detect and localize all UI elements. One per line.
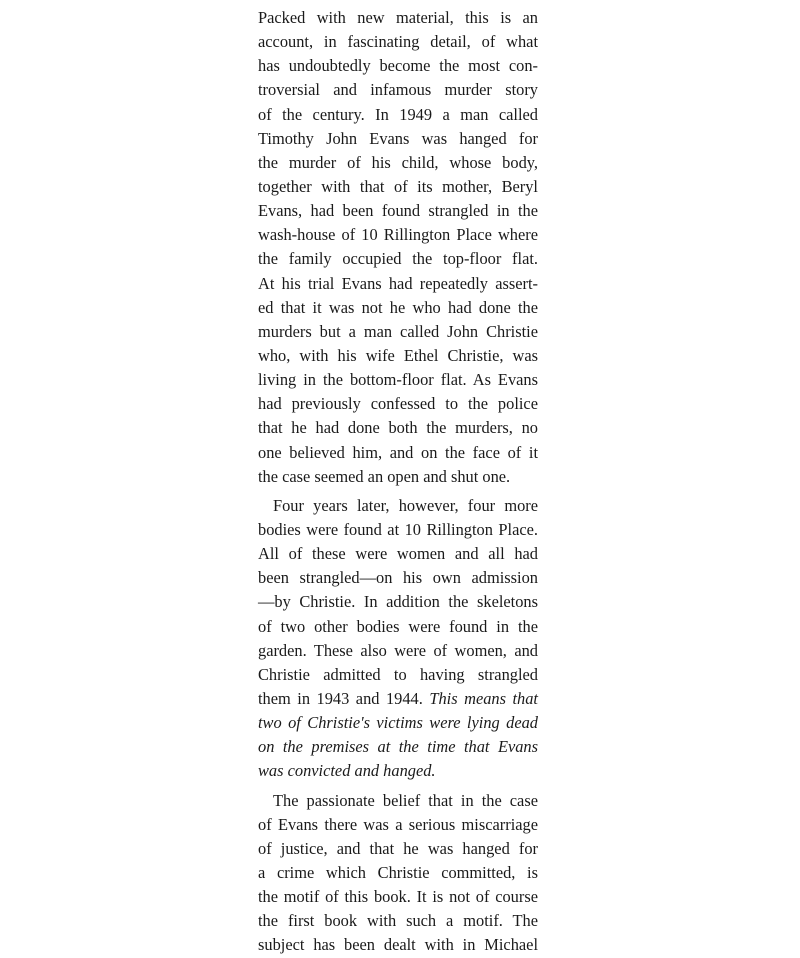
text-line: All of these were women and all had	[258, 544, 538, 564]
emphasis-text: This means that	[429, 688, 538, 708]
text-line: subject has been dealt with in Michael	[258, 935, 538, 955]
text-line: Evans, had been found strangled in the	[258, 201, 538, 221]
text-line: account, in fascinating detail, of what	[258, 32, 538, 52]
text-line: troversial and infamous murder story	[258, 80, 538, 100]
text-line: the case seemed an open and shut one.	[258, 466, 511, 486]
paragraph-1	[258, 6, 538, 489]
text-line: Timothy John Evans was hanged for	[258, 128, 538, 148]
text-line: of two other bodies were found in the	[258, 616, 538, 636]
text-line: has undoubtedly become the most con-	[258, 56, 538, 76]
text-line: of the century. In 1949 a man called	[258, 104, 538, 124]
text-line: been strangled—on his own admission	[258, 568, 538, 588]
text-line: ed that it was not he who had done the	[258, 297, 538, 317]
text-line: wash-house of 10 Rillington Place where	[258, 225, 538, 245]
text-line: a crime which Christie committed, is	[258, 862, 538, 882]
text-line: who, with his wife Ethel Christie, was	[258, 345, 538, 365]
text-line: bodies were found at 10 Rillington Place.	[258, 519, 538, 539]
text-line: together with that of its mother, Beryl	[258, 176, 538, 196]
text-column	[258, 6, 538, 957]
text-line: of Evans there was a serious miscarriage	[258, 814, 538, 834]
text-line: one believed him, and on the face of it	[258, 442, 538, 462]
text-line: the motif of this book. It is not of course	[258, 887, 538, 907]
text-line: garden. These also were of women, and	[258, 640, 538, 660]
emphasis-line: two of Christie's victims were lying dead	[258, 713, 538, 733]
text-line: that he had done both the murders, no	[258, 418, 538, 438]
text-line: At his trial Evans had repeatedly assert-	[258, 273, 538, 293]
emphasis-line: was convicted and hanged.	[258, 761, 436, 781]
text-line: murders but a man called John Christie	[258, 321, 538, 341]
paragraph-3	[258, 789, 538, 958]
paragraph-2	[258, 494, 538, 784]
text-line: Christie admitted to having strangled	[258, 664, 538, 684]
text-segment: them in 1943 and 1944.	[258, 688, 423, 708]
text-line: the murder of his child, whose body,	[258, 152, 538, 172]
text-line: had previously confessed to the police	[258, 394, 538, 414]
text-line: of justice, and that he was hanged for	[258, 838, 538, 858]
text-line: living in the bottom-floor flat. As Evans	[258, 370, 538, 390]
emphasis-line: on the premises at the time that Evans	[258, 737, 538, 757]
text-line: the family occupied the top-floor flat.	[258, 249, 538, 269]
text-line: The passionate belief that in the case	[273, 790, 538, 810]
text-line: Packed with new material, this is an	[258, 8, 538, 27]
text-line: Four years later, however, four more	[273, 495, 538, 515]
text-line: —by Christie. In addition the skeletons	[258, 592, 538, 612]
text-line: the first book with such a motif. The	[258, 911, 538, 931]
text-line-mixed	[258, 687, 538, 711]
